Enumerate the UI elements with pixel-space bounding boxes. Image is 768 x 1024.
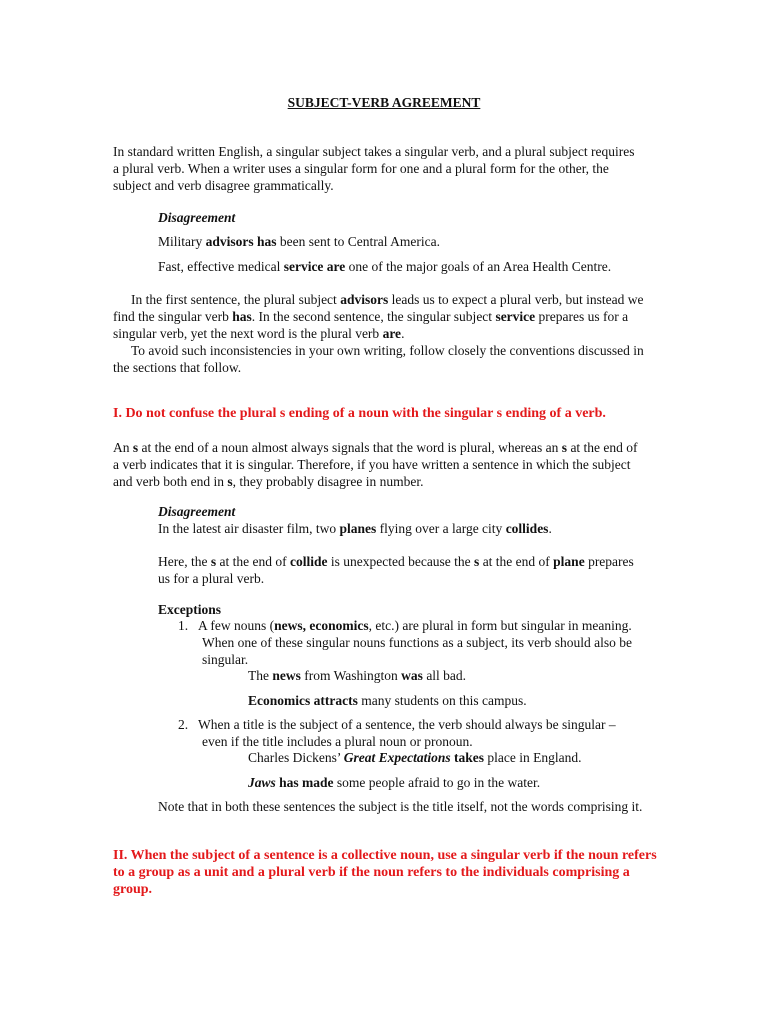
disagreement-example: Disagreement In the latest air disaster film, two planes flying over a large city collides. (158, 503, 658, 537)
here-paragraph: Here, the s at the end of collide is unexpected because the s at the end of plane prepares us for a plural verb. (158, 554, 634, 586)
intro-line: a plural verb. When a writer uses a singular form for one and a plural form for the other, the (113, 161, 609, 176)
exceptions-note: Note that in both these sentences the subject is the title itself, not the words comprising it. (158, 799, 643, 814)
exceptions-heading: Exceptions (158, 602, 222, 617)
page-title: SUBJECT-VERB AGREEMENT (287, 95, 481, 110)
example-sentence: Fast, effective medical service are one of the major goals of an Area Health Centre. (158, 259, 612, 274)
exception-item-1: 1. A few nouns (news, economics, etc.) are plural in form but singular in meaning. When one of these singular nouns functions as a subject, its verb should also be singular. (178, 618, 633, 667)
exception-example: Jaws has made some people afraid to go in the water. (248, 775, 541, 790)
exception-example: The news from Washington was all bad. (248, 668, 467, 683)
exception-example: Charles Dickens’ Great Expectations takes place in England. (248, 750, 582, 765)
intro-line: subject and verb disagree grammatically. (113, 178, 334, 193)
disagreement-heading: Disagreement (158, 210, 236, 225)
disagreement-heading: Disagreement (158, 504, 236, 519)
exception-item-2: 2. When a title is the subject of a sentence, the verb should always be singular – even if the title includes a plural noun or pronoun. (178, 717, 616, 749)
exception-example: Economics attracts many students on this campus. (248, 693, 527, 708)
explanation-paragraph: In the first sentence, the plural subject advisors leads us to expect a plural verb, but instead we find the singular verb has. In the second sentence, the singular subject service prepares us for a singular verb, yet the next word is the plural verb are. To avoid such inconsistencies in your own writing, follow closely the conventions discussed in the sections that follow. (113, 292, 644, 375)
intro-line: In standard written English, a singular subject takes a singular verb, and a plural subject requires (113, 144, 635, 159)
section-1-heading: I. Do not confuse the plural s ending of a noun with the singular s ending of a verb. (113, 406, 606, 421)
section-2-heading: II. When the subject of a sentence is a collective noun, use a singular verb if the noun refers to a group as a unit and a plural verb if the noun refers to the individuals comprising a group. (113, 848, 657, 897)
example-sentence: Military advisors has been sent to Central America. (158, 234, 440, 249)
section-1-paragraph: An s at the end of a noun almost always signals that the word is plural, whereas an s at the end of a verb indicates that it is singular. Therefore, if you have written a sentence in which the subject and verb both end in s, they probably disagree in number. (113, 440, 638, 489)
intro-paragraph (113, 143, 658, 194)
